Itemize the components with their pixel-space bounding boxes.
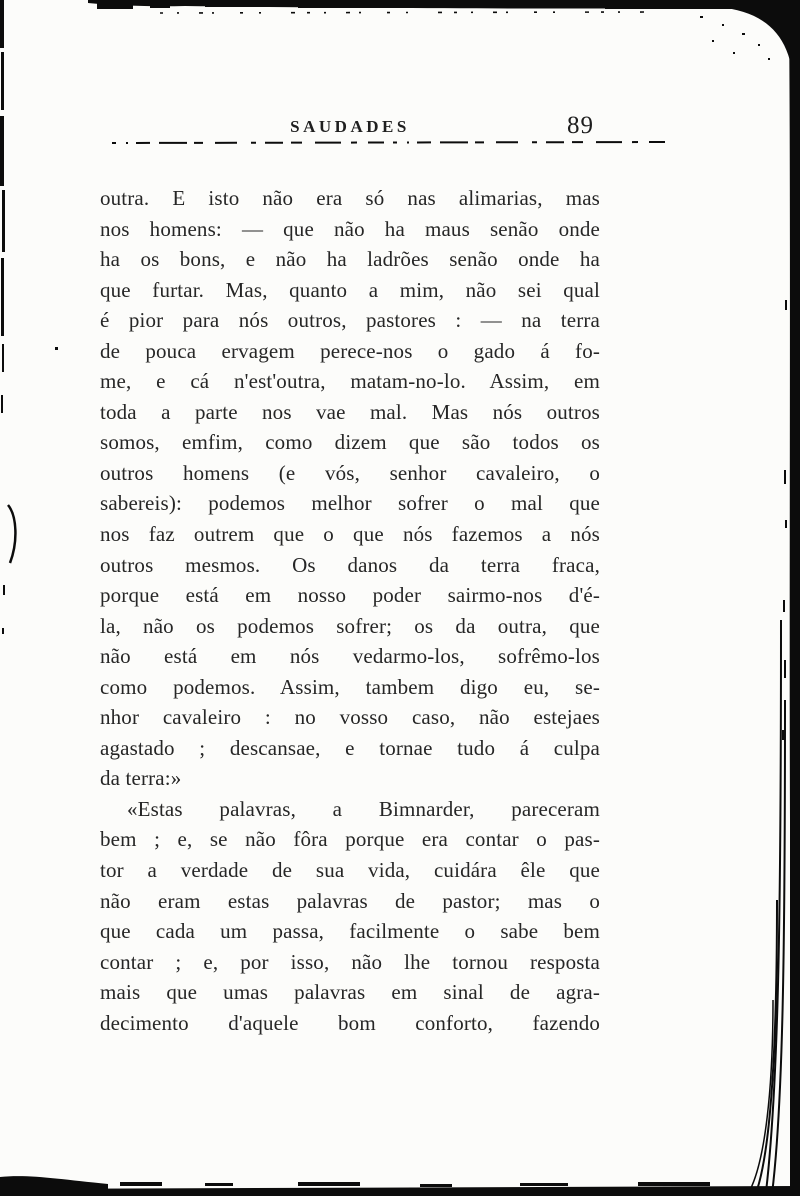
- text-line: que furtar. Mas, quanto a mim, não sei qual: [100, 277, 600, 302]
- top-edge-artifact: [88, 0, 800, 60]
- text-line: ha os bons, e não ha ladrões senão onde ha: [100, 247, 600, 272]
- text-line: não eram estas palavras de pastor; mas o: [100, 888, 600, 913]
- text-line: mais que umas palavras em sinal de agra-: [100, 980, 600, 1005]
- text-line: outros mesmos. Os danos da terra fraca,: [100, 552, 600, 577]
- text-line: la, não os podemos sofrer; os da outra, que: [100, 613, 600, 638]
- text-line: somos, emfim, como dizem que são todos os: [100, 430, 600, 455]
- header-rule: [100, 139, 680, 148]
- text-line: nos homens: — que não ha maus senão onde: [100, 216, 600, 241]
- text-line: bem ; e, se não fôra porque era contar o pas-: [100, 827, 600, 852]
- text-line: «Estas palavras, a Bimnarder, pareceram: [127, 796, 600, 821]
- top-right-corner-artifact: [718, 0, 800, 95]
- text-line: não está em nós vedarmo-los, sofrêmo-los: [100, 644, 600, 669]
- text-line: contar ; e, por isso, não lhe tornou resposta: [100, 949, 600, 974]
- page-number: 89: [567, 112, 594, 139]
- left-edge-artifact: [0, 0, 58, 634]
- text-block: [100, 183, 600, 1038]
- text-line: como podemos. Assim, tambem digo eu, se-: [100, 674, 600, 699]
- paragraph: [100, 794, 600, 1038]
- text-line: é pior para nós outros, pastores : — na terra: [100, 308, 600, 333]
- text-line: sabereis): podemos melhor sofrer o mal que: [100, 491, 600, 516]
- text-line: outros homens (e vós, senhor cavaleiro, o: [100, 460, 600, 485]
- text-line: nos faz outrem que o que nós fazemos a nós: [100, 522, 600, 547]
- running-title: SAUDADES: [290, 117, 410, 136]
- text-line: tor a verdade de sua vida, cuidára êle que: [100, 858, 600, 883]
- text-line: outra. E isto não era só nas alimarias, mas: [100, 186, 600, 210]
- right-edge-artifact: [782, 12, 800, 1196]
- text-line: da terra:»: [100, 766, 182, 791]
- text-line: me, e cá n'est'outra, matam-no-lo. Assim, em: [100, 369, 600, 394]
- text-line: de pouca ervagem perece-nos o gado á fo-: [100, 338, 600, 363]
- gutter-curl-lines: [750, 620, 785, 1194]
- text-line: decimento d'aquele bom conforto, fazendo: [100, 1010, 600, 1035]
- text-line: toda a parte nos vae mal. Mas nós outros: [100, 399, 600, 424]
- text-line: nhor cavaleiro : no vosso caso, não estejaes: [100, 705, 600, 730]
- text-line: porque está em nosso poder sairmo-nos d'é-: [100, 583, 600, 608]
- paragraph: [100, 183, 600, 794]
- text-line: que cada um passa, facilmente o sabe bem: [100, 919, 600, 944]
- bottom-edge-artifact: [0, 1176, 800, 1196]
- text-line: agastado ; descansae, e tornae tudo á culpa: [100, 735, 600, 760]
